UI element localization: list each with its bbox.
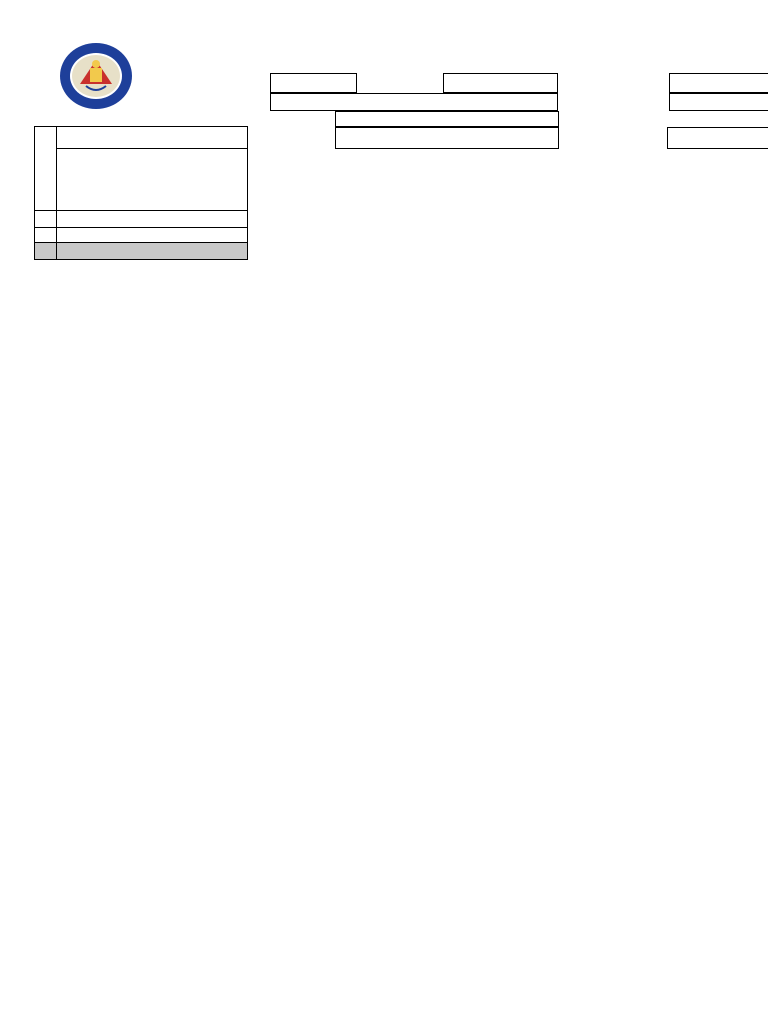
region-field[interactable] [270,73,357,93]
blank-header-cell [57,228,248,243]
school-name-field[interactable] [270,93,558,111]
learners-names-header [57,149,248,211]
male-section-label [57,243,248,260]
blank-number-cell [35,228,57,243]
school-id-field[interactable] [669,73,768,93]
deped-seal-logo [52,38,140,112]
teacher-field[interactable] [335,127,559,149]
semester-field[interactable] [669,93,768,111]
grade-section-field[interactable] [57,127,248,149]
division-field[interactable] [443,73,558,93]
number-header-cell [35,127,57,211]
adviser-field[interactable] [335,111,559,127]
blank-header-cell [57,211,248,228]
subject-code-field[interactable] [667,127,768,149]
blank-number-cell [35,211,57,228]
male-number-cell [35,243,57,260]
learners-table-top [34,126,248,260]
